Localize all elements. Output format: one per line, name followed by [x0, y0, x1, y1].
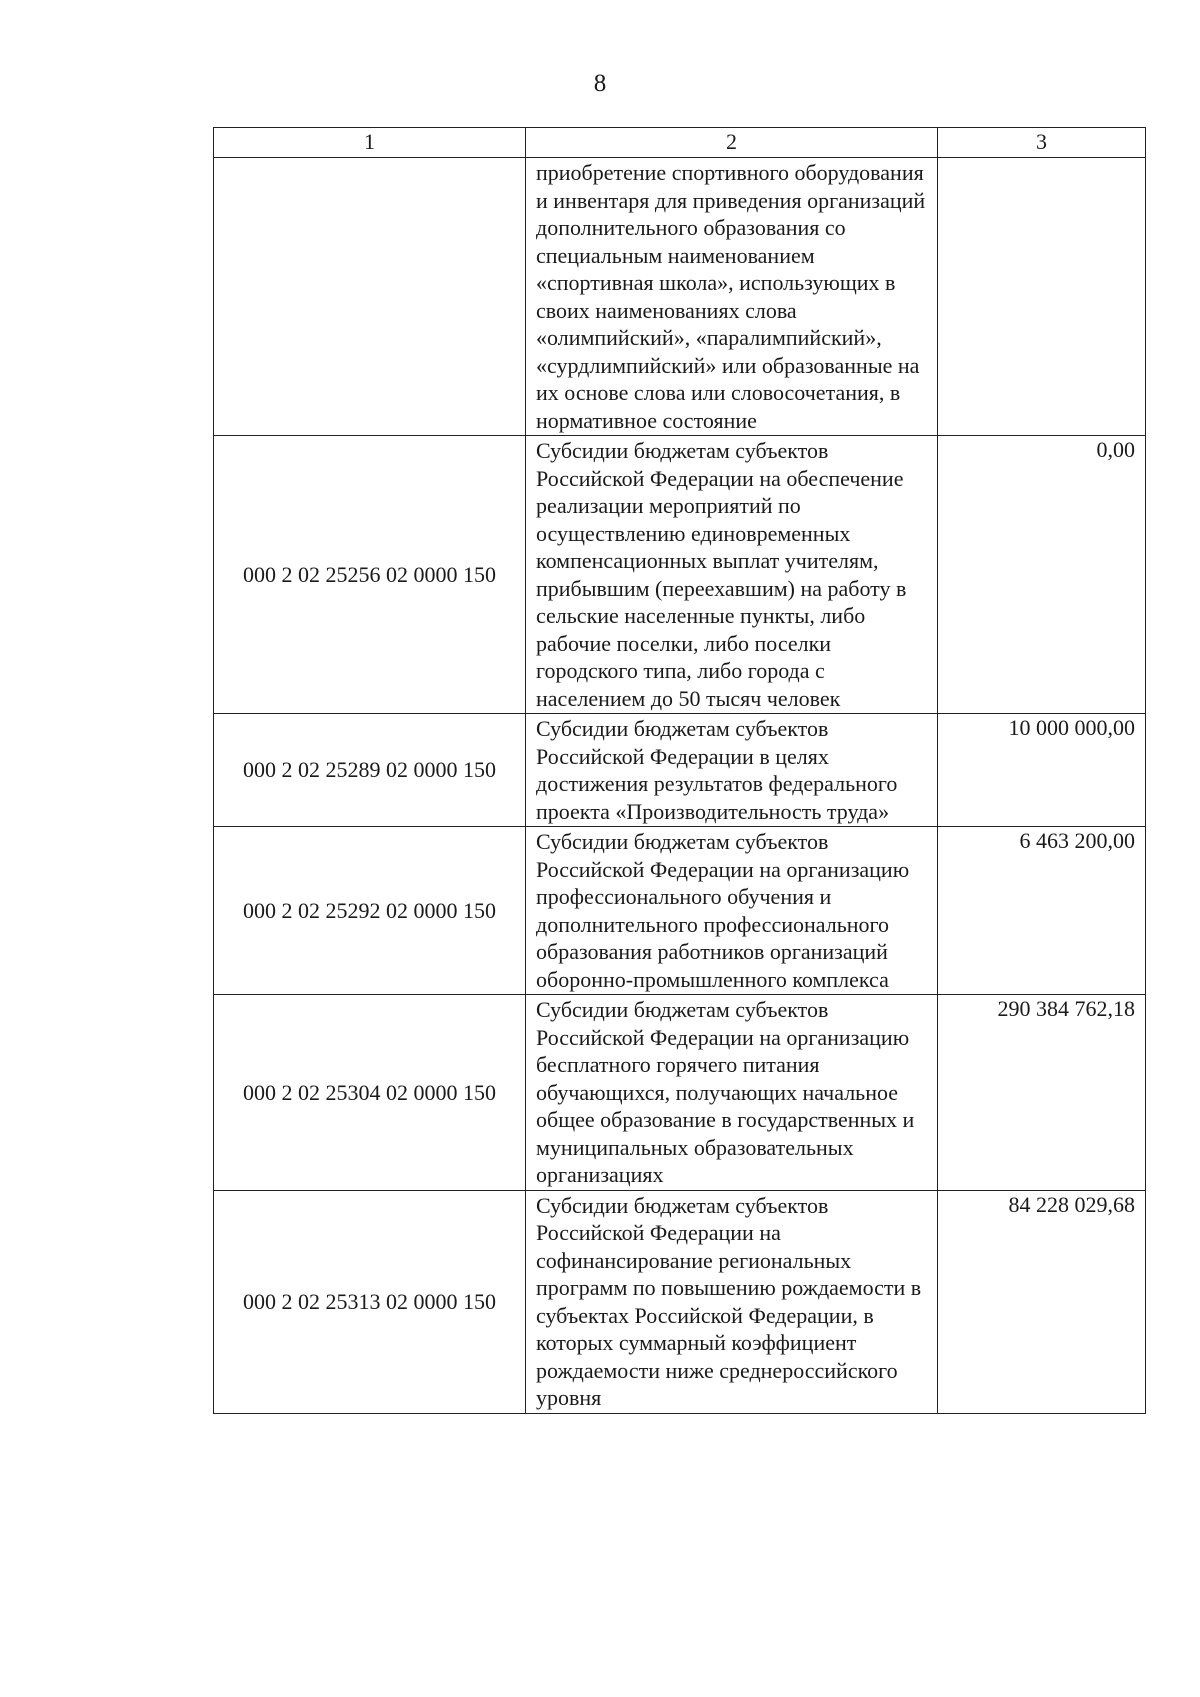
budget-description: Субсидии бюджетам субъектов Российской Федерации на организацию профессионального обучения и дополнительного профессионального образования работников организаций оборонно-промышленного комплекса [526, 827, 938, 995]
table-row [214, 827, 1146, 995]
budget-code [214, 158, 526, 436]
budget-code: 000 2 02 25313 02 0000 150 [214, 1190, 526, 1413]
table-row [214, 714, 1146, 827]
budget-description: Субсидии бюджетам субъектов Российской Федерации на софинансирование региональных программ по повышению рождаемости в субъектах Российской Федерации, в которых суммарный коэффициент рождаемости ниже среднероссийского уровня [526, 1190, 938, 1413]
budget-description: Субсидии бюджетам субъектов Российской Федерации на организацию бесплатного горячего питания обучающихся, получающих начальное общее образование в государственных и муниципальных образовательных организациях [526, 995, 938, 1191]
budget-amount: 10 000 000,00 [938, 714, 1146, 827]
column-header-3: 3 [938, 128, 1146, 158]
column-header-1: 1 [214, 128, 526, 158]
budget-amount: 6 463 200,00 [938, 827, 1146, 995]
table-row [214, 436, 1146, 714]
page-number: 8 [593, 70, 607, 97]
budget-table [213, 127, 1146, 1414]
budget-amount: 0,00 [938, 436, 1146, 714]
budget-amount [938, 158, 1146, 436]
budget-code: 000 2 02 25256 02 0000 150 [214, 436, 526, 714]
budget-code: 000 2 02 25289 02 0000 150 [214, 714, 526, 827]
table-header-row [214, 128, 1146, 158]
budget-code: 000 2 02 25304 02 0000 150 [214, 995, 526, 1191]
budget-description: Субсидии бюджетам субъектов Российской Федерации на обеспечение реализации мероприятий по осуществлению единовременных компенсационных выплат учителям, прибывшим (переехавшим) на работу в сельские населенные пункты, либо рабочие поселки, либо поселки городского типа, либо города с населением до 50 тысяч человек [526, 436, 938, 714]
budget-description: Субсидии бюджетам субъектов Российской Федерации в целях достижения результатов федерального проекта «Производительность труда» [526, 714, 938, 827]
table-row [214, 995, 1146, 1191]
budget-amount: 290 384 762,18 [938, 995, 1146, 1191]
budget-amount: 84 228 029,68 [938, 1190, 1146, 1413]
table-row [214, 1190, 1146, 1413]
column-header-2: 2 [526, 128, 938, 158]
budget-description: приобретение спортивного оборудования и инвентаря для приведения организаций дополнительного образования со специальным наименованием «спортивная школа», использующих в своих наименованиях слова «олимпийский», «паралимпийский», «сурдлимпийский» или образованные на их основе слова или словосочетания, в нормативное состояние [526, 158, 938, 436]
table-row [214, 158, 1146, 436]
budget-code: 000 2 02 25292 02 0000 150 [214, 827, 526, 995]
